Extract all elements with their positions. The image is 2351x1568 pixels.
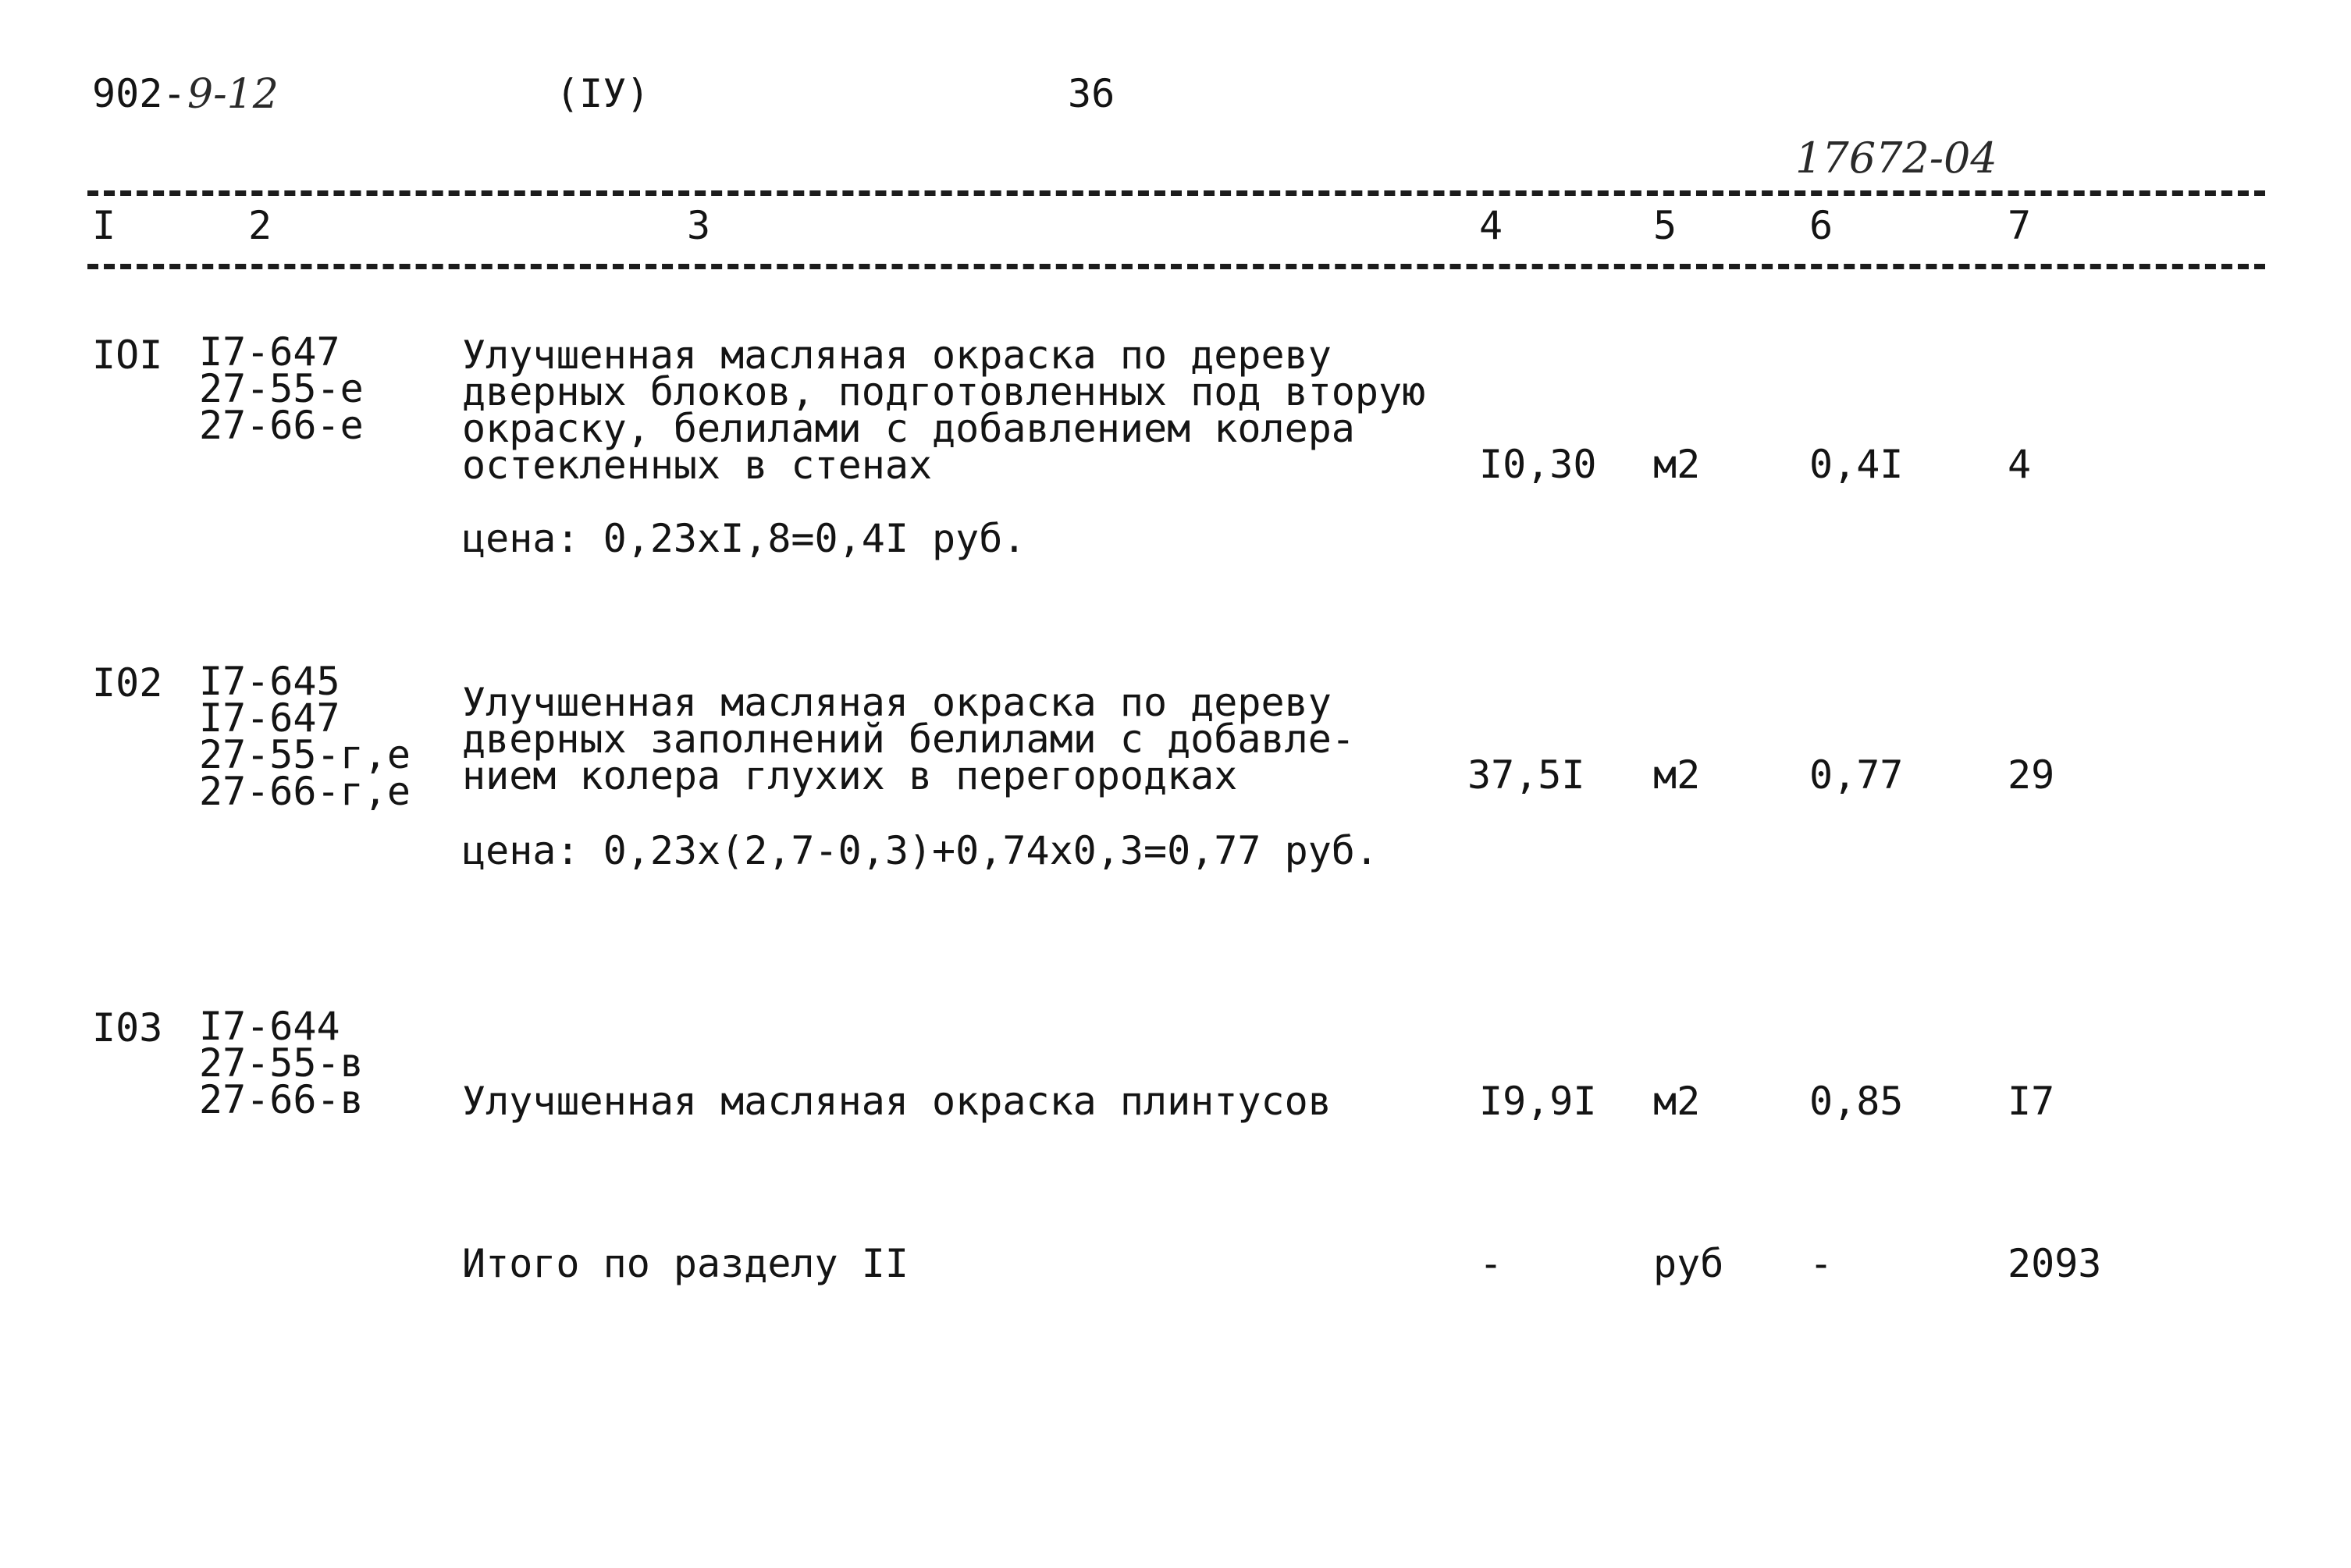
header-divider-bottom — [87, 264, 2265, 269]
code-line: 27-55-г,е — [199, 732, 411, 777]
code-line: 27-66-в — [199, 1077, 364, 1122]
unit-cell: м2 — [1653, 1079, 1701, 1124]
code-line: I7-645 — [199, 659, 340, 704]
col-header-2: 2 — [248, 203, 272, 248]
code-line: 27-66-г,е — [199, 769, 411, 814]
col-header-3: 3 — [687, 203, 711, 248]
summary-quantity: - — [1479, 1241, 1503, 1286]
col-header-1: I — [92, 203, 116, 248]
description-line: нием колера глухих в перегородках — [462, 753, 1238, 798]
unit-price-cell: 0,77 — [1809, 752, 1904, 798]
total-cell: I7 — [2008, 1079, 2055, 1124]
price-note: цена: 0,23хI,8=0,4I руб. — [462, 516, 1026, 561]
code-line: 27-55-в — [199, 1040, 364, 1086]
price-note: цена: 0,23х(2,7-0,3)+0,74х0,3=0,77 руб. — [462, 828, 1378, 873]
unit-cell: м2 — [1653, 442, 1701, 487]
doc-prefix: 902- — [92, 71, 187, 116]
code-line: 27-55-е — [199, 366, 364, 411]
description-line: остекленных в стенах — [462, 443, 933, 488]
description-line: дверных блоков, подготовленных под вторую — [462, 369, 1426, 414]
row-description: Улучшенная масляная окраска плинтусов — [462, 1079, 1332, 1124]
description-line: окраску, белилами с добавлением колера — [462, 406, 1355, 451]
unit-price-cell: 0,85 — [1809, 1079, 1904, 1124]
description-line: дверных заполнений белилами с добавле- — [462, 716, 1355, 762]
unit-cell: м2 — [1653, 752, 1701, 798]
header-divider-top — [87, 190, 2265, 196]
quantity-cell: I9,9I — [1479, 1079, 1597, 1124]
summary-label: Итого по разделу II — [462, 1241, 909, 1286]
total-cell: 29 — [2008, 752, 2055, 798]
page-number: 36 — [1068, 71, 1115, 116]
col-header-6: 6 — [1809, 203, 1833, 248]
summary-unit-price: - — [1809, 1241, 1833, 1286]
quantity-cell: I0,30 — [1479, 442, 1597, 487]
volume-label: (IУ) — [556, 71, 650, 116]
quantity-cell: 37,5I — [1467, 752, 1585, 798]
description-line: Улучшенная масляная окраска по дереву — [462, 680, 1332, 725]
total-cell: 4 — [2008, 442, 2032, 487]
summary-unit: руб — [1653, 1241, 1724, 1286]
row-number: I03 — [92, 1005, 163, 1051]
col-header-7: 7 — [2008, 203, 2032, 248]
code-line: I7-647 — [199, 695, 340, 741]
summary-total: 2093 — [2008, 1241, 2102, 1286]
row-number: IOI — [92, 332, 163, 378]
col-header-5: 5 — [1653, 203, 1677, 248]
code-line: I7-644 — [199, 1004, 340, 1049]
doc-suffix-handwritten: 9-12 — [187, 71, 279, 118]
archive-number: 17672-04 — [1795, 133, 1997, 183]
code-line: 27-66-е — [199, 403, 364, 448]
unit-price-cell: 0,4I — [1809, 442, 1904, 487]
row-number: I02 — [92, 660, 163, 706]
code-line: I7-647 — [199, 329, 340, 375]
description-line: Улучшенная масляная окраска по дереву — [462, 332, 1332, 378]
col-header-4: 4 — [1479, 203, 1503, 248]
